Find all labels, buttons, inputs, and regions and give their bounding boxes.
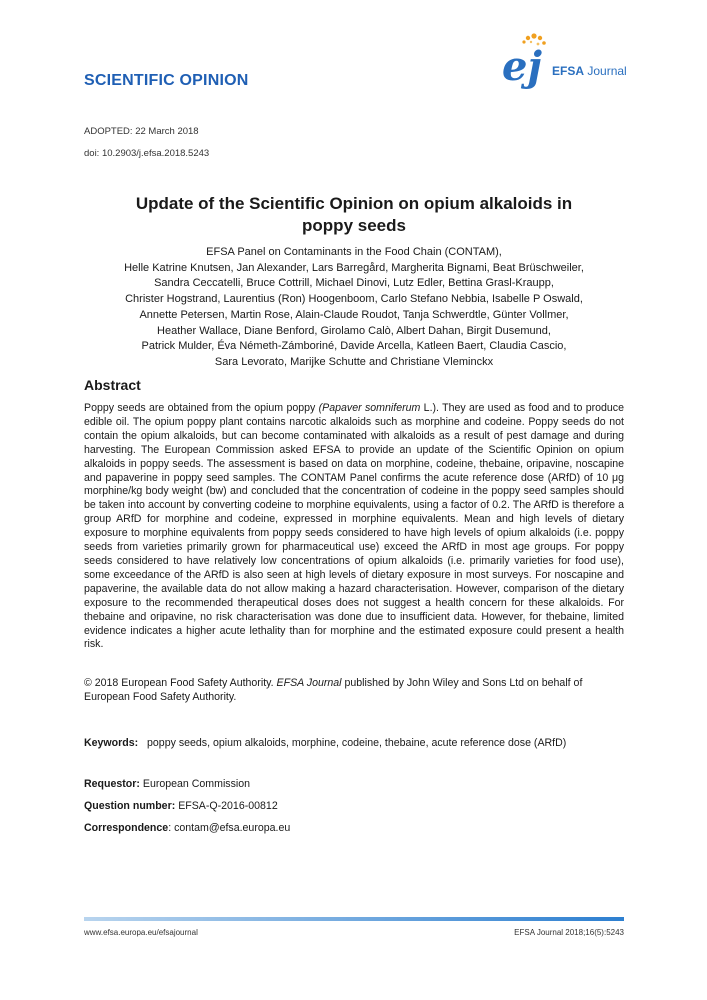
footer-url[interactable]: www.efsa.europa.eu/efsajournal	[84, 928, 198, 937]
author-line: Helle Katrine Knutsen, Jan Alexander, Lars Barregård, Margherita Bignami, Beat Brüschweiler,	[124, 261, 584, 274]
paper-title	[84, 193, 624, 237]
correspondence-email[interactable]: : contam@efsa.europa.eu	[168, 822, 291, 834]
author-line: EFSA Panel on Contaminants in the Food Chain (CONTAM),	[206, 246, 502, 258]
abstract-text-1: Poppy seeds are obtained from the opium poppy	[84, 402, 319, 414]
abstract-body	[84, 402, 624, 652]
author-list	[84, 245, 624, 371]
section-label: SCIENTIFIC OPINION	[84, 72, 249, 89]
copyright-notice	[84, 677, 624, 705]
abstract-species: (Papaver somniferum	[318, 402, 421, 414]
footer-citation: EFSA Journal 2018;16(5):5243	[514, 928, 624, 937]
requestor-label: Requestor:	[84, 778, 140, 790]
copyright-text-2: published by John Wiley and Sons Ltd on behalf of European Food Safety Authority.	[84, 677, 583, 703]
abstract-text-2: L.). They are used as food and to produce edible oil. The opium poppy plant contains narcotic alkaloids such as morphine and codeine. Poppy seeds do not contain the opium alkaloids, but can become contaminated with alkaloids as a result of pest damage and during harvesting. The European Commission asked EFSA to provide an update of the Scientific Opinion on opium alkaloids in poppy seeds. The assessment is based on data on morphine, codeine, thebaine, oripavine, noscapine and papaverine in poppy seed samples. The CONTAM Panel confirms the acute reference dose (ARfD) of 10 μg morphine/kg body weight (bw) and concluded that the concentration of codeine in the poppy seed samples should be taken into account by converting codeine to morphine equivalents, using a factor of 0.2. The ARfD is therefore a group ARfD for morphine and codeine, expressed in morphine equivalents. Mean and high levels of dietary exposure to morphine equivalents from poppy seeds considered to have high levels of opium alkaloids (i.e. poppy seeds from varieties primarily grown for pharmaceutical use) exceed the ARfD in most age groups. For poppy seeds considered to have relatively low concentrations of opium alkaloids (i.e. primarily varieties for food use), some exceedance of the ARfD is also seen at high levels of dietary exposure in most surveys. For noscapine and papaverine, the available data do not allow making a hazard characterisation. However, comparison of the dietary exposure to the recommended therapeutical doses does not suggest a health concern for these alkaloids. For thebaine and oripavine, no risk characterisation was done due to insufficient data. However, for thebaine, limited evidence indicates a higher acute lethality than for morphine and the estimated exposure could present a health risk.	[84, 402, 624, 651]
title-line-2: poppy seeds	[302, 216, 406, 235]
keywords-value: poppy seeds, opium alkaloids, morphine, codeine, thebaine, acute reference dose (ARfD)	[147, 737, 567, 749]
author-line: Heather Wallace, Diane Benford, Girolamo Calò, Albert Dahan, Birgit Dusemund,	[157, 324, 551, 337]
efsa-logo-icon	[498, 30, 628, 90]
keywords-label: Keywords:	[84, 737, 139, 749]
doi: doi: 10.2903/j.efsa.2018.5243	[84, 148, 210, 159]
author-line: Christer Hogstrand, Laurentius (Ron) Hoogenboom, Carlo Stefano Nebbia, Isabelle P Oswald,	[125, 293, 583, 306]
efsa-journal-logo	[498, 30, 628, 90]
requestor-value: European Commission	[142, 778, 251, 790]
question-number	[84, 800, 278, 812]
correspondence-label: Correspondence	[84, 822, 169, 834]
author-line: Sandra Ceccatelli, Bruce Cottrill, Michael Dinovi, Lutz Edler, Bettina Grasl-Kraupp,	[154, 277, 554, 290]
author-line: Annette Petersen, Martin Rose, Alain-Claude Roudot, Tanja Schwerdtle, Günter Vollmer,	[139, 308, 569, 321]
copyright-journal: EFSA Journal	[276, 677, 342, 689]
svg-text:ej: ej	[502, 43, 542, 90]
abstract-heading: Abstract	[84, 377, 141, 393]
question-value: EFSA-Q-2016-00812	[178, 800, 278, 812]
author-line: Sara Levorato, Marijke Schutte and Christiane Vleminckx	[214, 355, 494, 368]
footer-divider	[84, 917, 624, 921]
title-line-1: Update of the Scientific Opinion on opium alkaloids in	[135, 194, 573, 213]
copyright-text-1: © 2018 European Food Safety Authority.	[84, 677, 277, 689]
logo-wordmark-journal: Journal	[587, 64, 627, 78]
adopted-date: ADOPTED: 22 March 2018	[84, 126, 199, 137]
author-line: Patrick Mulder, Éva Németh-Zámboriné, Davide Arcella, Katleen Baert, Claudia Cascio,	[141, 340, 567, 353]
keywords	[84, 737, 566, 749]
requestor	[84, 778, 250, 790]
logo-wordmark-efsa: EFSA	[552, 64, 585, 78]
logo-wordmark	[552, 64, 627, 78]
correspondence	[84, 822, 290, 834]
question-label: Question number:	[84, 800, 176, 812]
